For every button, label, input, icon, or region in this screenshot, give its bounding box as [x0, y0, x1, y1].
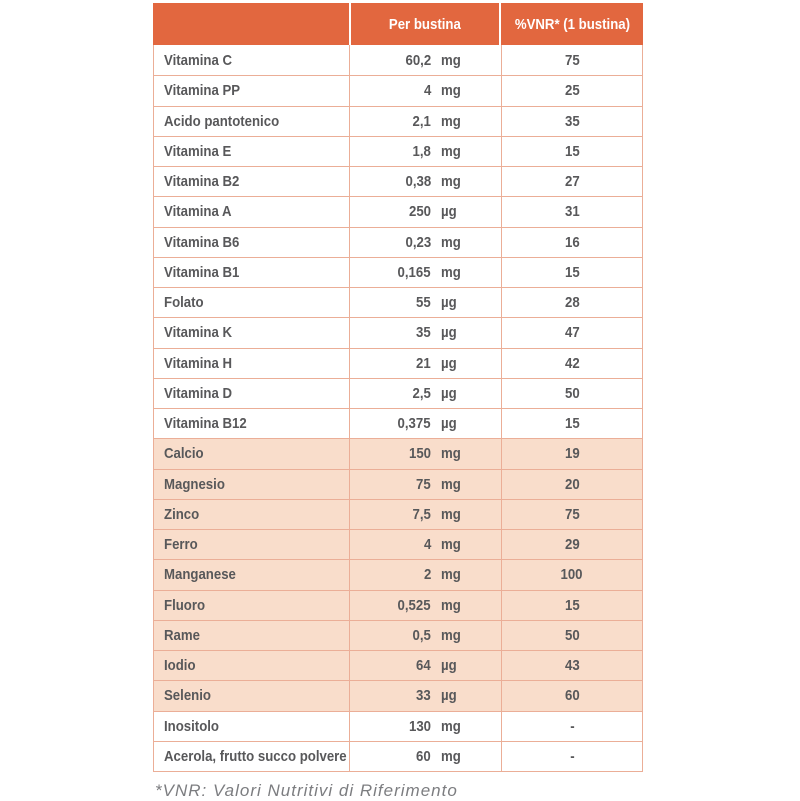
vnr-cell	[501, 681, 642, 710]
table-row	[154, 590, 642, 620]
row-amount: 1,8	[412, 142, 431, 160]
row-label: Iodio	[164, 657, 196, 675]
row-unit: mg	[441, 233, 461, 251]
row-amount: 250	[408, 203, 431, 221]
row-amount: 60,2	[405, 51, 431, 69]
row-unit: µg	[441, 324, 457, 342]
row-amount: 4	[423, 82, 431, 100]
row-label: Vitamina H	[164, 354, 232, 372]
vnr-cell	[501, 197, 642, 226]
row-label: Vitamina C	[164, 51, 232, 69]
table-row	[154, 227, 642, 257]
row-amount: 2,1	[412, 112, 431, 130]
amount-cell	[349, 137, 501, 166]
nutrient-cell	[154, 560, 349, 589]
row-vnr: 35	[564, 112, 580, 130]
row-unit: mg	[441, 566, 461, 584]
row-vnr: 15	[564, 415, 580, 433]
nutrient-cell	[154, 167, 349, 196]
row-unit: mg	[441, 263, 461, 281]
row-amount: 2	[423, 566, 431, 584]
nutrient-cell	[154, 349, 349, 378]
amount-cell	[349, 318, 501, 347]
row-unit: mg	[441, 173, 461, 191]
row-vnr: 19	[564, 445, 580, 463]
row-amount: 0,23	[405, 233, 431, 251]
row-vnr: 42	[564, 354, 580, 372]
row-unit: mg	[441, 717, 461, 735]
row-vnr: 50	[564, 384, 580, 402]
row-unit: mg	[441, 475, 461, 493]
row-amount: 55	[416, 294, 431, 312]
nutrition-facts-page	[153, 3, 643, 801]
row-vnr: 29	[564, 536, 580, 554]
row-label: Fluoro	[164, 596, 206, 614]
row-amount: 0,165	[397, 263, 431, 281]
row-amount: 75	[416, 475, 431, 493]
row-amount: 21	[416, 354, 431, 372]
row-unit: µg	[441, 203, 457, 221]
row-amount: 64	[416, 657, 431, 675]
row-amount: 130	[408, 717, 431, 735]
vnr-cell	[501, 470, 642, 499]
nutrient-cell	[154, 500, 349, 529]
row-amount: 0,375	[397, 415, 431, 433]
nutrient-cell	[154, 409, 349, 438]
row-label: Vitamina D	[164, 384, 232, 402]
row-unit: mg	[441, 112, 461, 130]
vnr-cell	[501, 318, 642, 347]
table-row	[154, 438, 642, 468]
row-label: Vitamina K	[164, 324, 232, 342]
table-row	[154, 257, 642, 287]
row-label: Rame	[164, 626, 200, 644]
nutrient-cell	[154, 258, 349, 287]
table-row	[154, 680, 642, 710]
header-vnr	[501, 3, 643, 45]
table-row	[154, 45, 642, 75]
row-amount: 33	[416, 687, 431, 705]
row-label: Vitamina PP	[164, 82, 241, 100]
header-per-bustina-label: Per bustina	[389, 15, 461, 33]
header-per-bustina	[351, 3, 499, 45]
row-vnr: -	[569, 717, 575, 735]
row-label: Acido pantotenico	[164, 112, 280, 130]
table-row	[154, 741, 642, 771]
table-row	[154, 469, 642, 499]
nutrient-cell	[154, 621, 349, 650]
row-vnr: 100	[560, 566, 584, 584]
row-amount: 60	[416, 747, 431, 765]
table-row	[154, 408, 642, 438]
row-label: Vitamina B12	[164, 415, 247, 433]
vnr-cell	[501, 439, 642, 468]
amount-cell	[349, 197, 501, 226]
vnr-cell	[501, 591, 642, 620]
amount-cell	[349, 621, 501, 650]
table-row	[154, 75, 642, 105]
row-label: Vitamina B2	[164, 173, 240, 191]
amount-cell	[349, 742, 501, 771]
row-unit: µg	[441, 415, 457, 433]
row-amount: 35	[416, 324, 431, 342]
row-vnr: 16	[564, 233, 580, 251]
row-vnr: 28	[564, 294, 580, 312]
table-row	[154, 711, 642, 741]
table-row	[154, 620, 642, 650]
amount-cell	[349, 470, 501, 499]
table-row	[154, 196, 642, 226]
vnr-cell	[501, 712, 642, 741]
nutrient-cell	[154, 742, 349, 771]
row-amount: 150	[408, 445, 431, 463]
vnr-cell	[501, 167, 642, 196]
nutrient-cell	[154, 45, 349, 75]
nutrient-cell	[154, 288, 349, 317]
row-label: Calcio	[164, 445, 204, 463]
amount-cell	[349, 107, 501, 136]
row-vnr: 27	[564, 173, 580, 191]
vnr-cell	[501, 45, 642, 75]
vnr-cell	[501, 76, 642, 105]
row-unit: mg	[441, 82, 461, 100]
table-row	[154, 499, 642, 529]
amount-cell	[349, 439, 501, 468]
vnr-cell	[501, 530, 642, 559]
table-row	[154, 287, 642, 317]
footnote: *VNR: Valori Nutritivi di Riferimento	[155, 781, 458, 800]
amount-cell	[349, 228, 501, 257]
row-amount: 0,38	[405, 173, 431, 191]
row-vnr: 15	[564, 263, 580, 281]
nutrient-cell	[154, 530, 349, 559]
amount-cell	[349, 712, 501, 741]
vnr-cell	[501, 621, 642, 650]
amount-cell	[349, 591, 501, 620]
amount-cell	[349, 288, 501, 317]
amount-cell	[349, 76, 501, 105]
amount-cell	[349, 258, 501, 287]
row-vnr: 43	[564, 657, 580, 675]
row-vnr: 75	[564, 51, 580, 69]
row-amount: 4	[423, 536, 431, 554]
nutrient-cell	[154, 591, 349, 620]
table-header	[153, 3, 643, 45]
table-row	[154, 136, 642, 166]
row-label: Manganese	[164, 566, 236, 584]
nutrient-cell	[154, 470, 349, 499]
row-unit: mg	[441, 142, 461, 160]
vnr-cell	[501, 560, 642, 589]
nutrient-cell	[154, 681, 349, 710]
nutrient-cell	[154, 137, 349, 166]
amount-cell	[349, 409, 501, 438]
row-label: Ferro	[164, 536, 198, 554]
vnr-cell	[501, 107, 642, 136]
vnr-cell	[501, 228, 642, 257]
row-unit: µg	[441, 294, 457, 312]
row-label: Vitamina B6	[164, 233, 240, 251]
row-vnr: 75	[564, 505, 580, 523]
row-unit: mg	[441, 596, 461, 614]
vnr-cell	[501, 651, 642, 680]
row-vnr: 50	[564, 626, 580, 644]
row-unit: µg	[441, 384, 457, 402]
row-unit: mg	[441, 445, 461, 463]
vnr-cell	[501, 379, 642, 408]
table-row	[154, 559, 642, 589]
row-vnr: 15	[564, 596, 580, 614]
row-unit: mg	[441, 51, 461, 69]
nutrient-cell	[154, 76, 349, 105]
row-vnr: 60	[564, 687, 580, 705]
nutrient-cell	[154, 318, 349, 347]
amount-cell	[349, 45, 501, 75]
amount-cell	[349, 167, 501, 196]
amount-cell	[349, 530, 501, 559]
row-unit: mg	[441, 536, 461, 554]
table-body	[153, 45, 643, 772]
row-unit: mg	[441, 747, 461, 765]
nutrient-cell	[154, 712, 349, 741]
amount-cell	[349, 681, 501, 710]
amount-cell	[349, 500, 501, 529]
row-amount: 0,5	[412, 626, 431, 644]
row-label: Folato	[164, 294, 204, 312]
row-label: Selenio	[164, 687, 211, 705]
row-amount: 0,525	[397, 596, 431, 614]
row-vnr: 31	[564, 203, 580, 221]
vnr-cell	[501, 258, 642, 287]
row-vnr: -	[569, 747, 575, 765]
table-row	[154, 348, 642, 378]
amount-cell	[349, 651, 501, 680]
row-vnr: 47	[564, 324, 580, 342]
row-vnr: 20	[564, 475, 580, 493]
row-unit: mg	[441, 505, 461, 523]
header-nutrient-column	[153, 3, 349, 45]
row-label: Vitamina A	[164, 203, 232, 221]
row-unit: µg	[441, 657, 457, 675]
row-amount: 2,5	[412, 384, 431, 402]
amount-cell	[349, 379, 501, 408]
table-row	[154, 106, 642, 136]
table-row	[154, 378, 642, 408]
row-unit: mg	[441, 626, 461, 644]
table-row	[154, 166, 642, 196]
row-unit: µg	[441, 354, 457, 372]
nutrition-table	[153, 3, 643, 772]
row-vnr: 15	[564, 142, 580, 160]
amount-cell	[349, 349, 501, 378]
row-amount: 7,5	[412, 505, 431, 523]
table-row	[154, 317, 642, 347]
nutrient-cell	[154, 228, 349, 257]
row-label: Vitamina E	[164, 142, 232, 160]
vnr-cell	[501, 349, 642, 378]
table-row	[154, 529, 642, 559]
row-label: Acerola, frutto succo polvere	[164, 747, 347, 765]
row-vnr: 25	[564, 82, 580, 100]
nutrient-cell	[154, 379, 349, 408]
header-vnr-label: %VNR* (1 bustina)	[514, 15, 630, 33]
nutrient-cell	[154, 107, 349, 136]
row-label: Magnesio	[164, 475, 225, 493]
nutrient-cell	[154, 651, 349, 680]
vnr-cell	[501, 137, 642, 166]
nutrient-cell	[154, 197, 349, 226]
vnr-cell	[501, 409, 642, 438]
vnr-cell	[501, 288, 642, 317]
row-unit: µg	[441, 687, 457, 705]
vnr-cell	[501, 500, 642, 529]
table-row	[154, 650, 642, 680]
amount-cell	[349, 560, 501, 589]
row-label: Zinco	[164, 505, 200, 523]
nutrient-cell	[154, 439, 349, 468]
row-label: Inositolo	[164, 717, 219, 735]
vnr-cell	[501, 742, 642, 771]
row-label: Vitamina B1	[164, 263, 240, 281]
